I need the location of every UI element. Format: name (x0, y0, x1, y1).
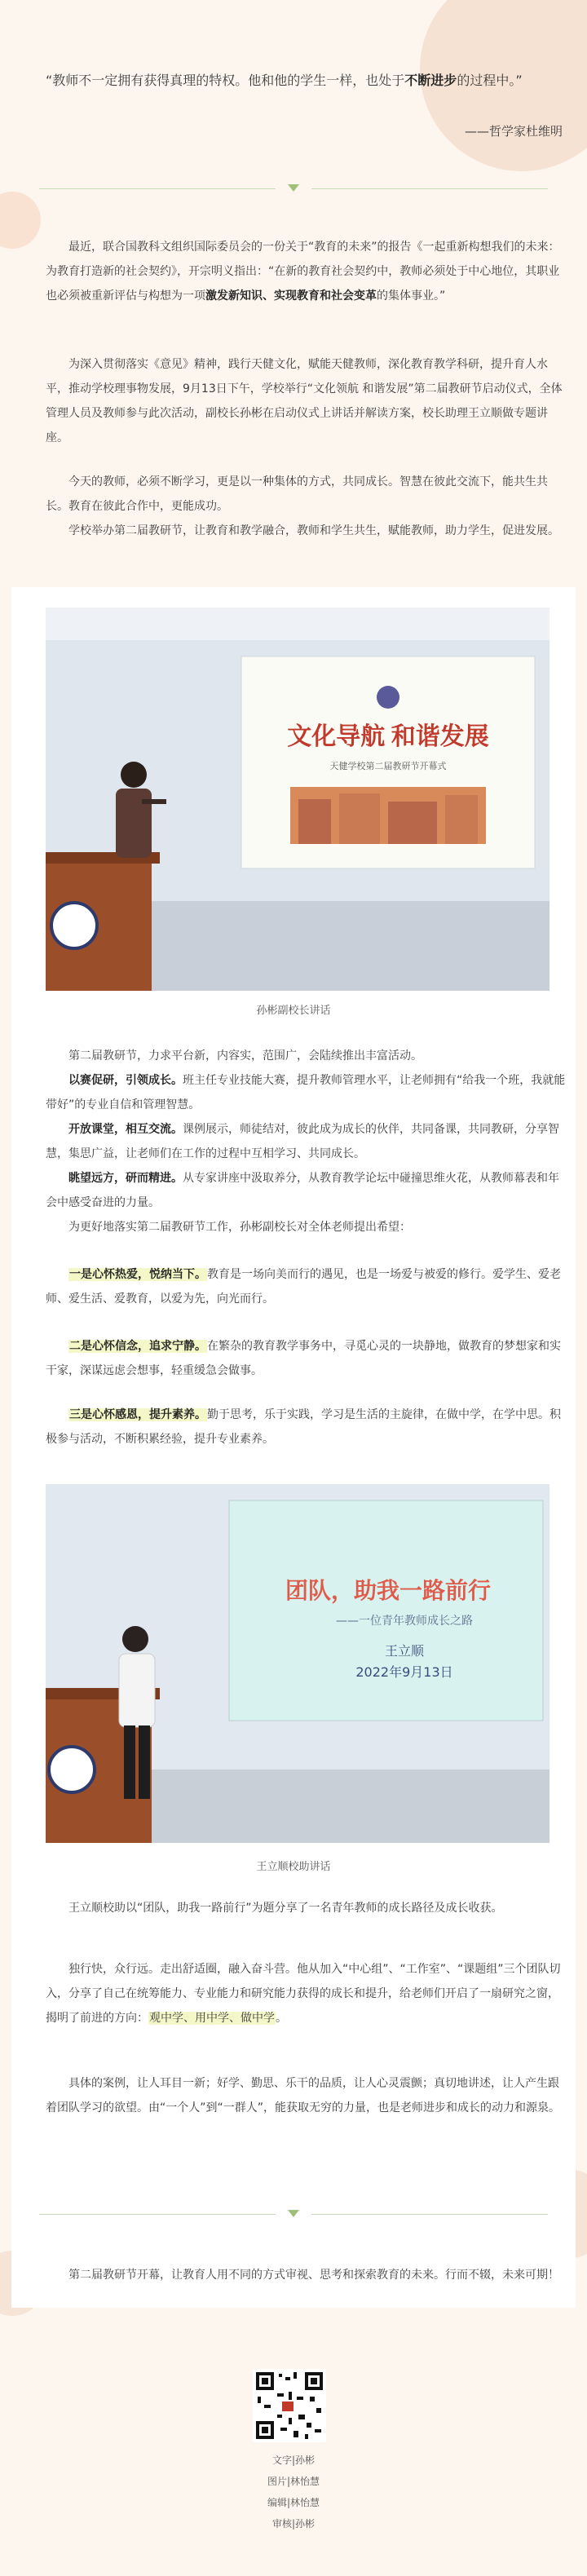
photo-caption: 王立顺校助讲话 (256, 1861, 331, 1873)
section-divider (39, 2210, 548, 2220)
credit-reviewer: 审核|孙彬 (271, 2518, 316, 2530)
speech-photo-sun (46, 608, 549, 991)
hope-paragraph: 三是心怀感恩，提升素养。勤于思考，乐于实践，学习是生活的主旋律，在做中学，在学中思。积极参与活动，不断积累经验，提升专业素养。 (46, 1408, 561, 1446)
bullet-paragraph: 开放课堂，相互交流。课例展示，师徒结对，彼此成为成长的伙伴，共同备课，共同教研，分享智慧，集思广益，让老师们在工作的过程中互相学习、共同成长。 (46, 1123, 559, 1160)
section-paragraph: 独行快，众行远。走出舒适圈，融入奋斗营。他从加入“中心组”、“工作室”、“课题组”三个团队切入，分享了自己在统筹能力、专业能力和研究能力获得的成长和提升，给老师们开启了一扇研究之窗，揭明了前进的方向：观中学、用中学、做中学。 (46, 1963, 561, 2025)
closing-paragraph: 第二届教研节开幕，让教育人用不同的方式审视、思考和探索教育的未来。行而不辍，未来可期！ (68, 2269, 559, 2282)
section-paragraph: 王立顺校助以“团队，助我一路前行”为题分享了一名青年教师的成长路径及成长收获。 (68, 1902, 503, 1915)
screen-subtitle: ——一位青年教师成长之路 (336, 1615, 473, 1628)
screen-title: 文化导航 和谐发展 (287, 723, 489, 750)
intro-paragraph: 为深入贯彻落实《意见》精神，践行天健文化，赋能天健教师，深化教育教学科研，提升育人水平，推动学校理事物发展，9月13日下午，学校举行“文化领航 和谐发展”第二届教研节启动仪式，全体管理人员及教师参与此次活动，副校长孙彬在启动仪式上讲话并解读方案，校长助理王立顺做专题讲座。 (46, 358, 563, 444)
decorative-circle (0, 192, 41, 249)
intro-paragraph: 最近，联合国教科文组织国际委员会的一份关于“教育的未来”的报告《一起重新构想我们的未来：为教育打造新的社会契约》，开宗明义指出：“在新的教育社会契约中，教师必须处于中心地位，其职业也必须被重新评估与构想为一项激发新知识、实现教育和社会变革的集体事业。” (46, 241, 560, 303)
credit-text: 文字|孙彬 (271, 2454, 316, 2466)
credit-editor: 编辑|林怡慧 (267, 2497, 320, 2508)
hope-paragraph: 一是心怀热爱，悦纳当下。教育是一场向美而行的遇见，也是一场爱与被爱的修行。爱学生、爱老师、爱生活、爱教育，以爱为先，向光而行。 (46, 1268, 561, 1306)
screen-presenter-name: 王立顺 (384, 1643, 425, 1659)
screen-title: 团队，助我一路前行 (285, 1577, 492, 1604)
quote-emphasis: 不断进步 (404, 73, 457, 88)
highlight-text: 观中学、用中学、做中学 (149, 2012, 275, 2025)
section-paragraph: 具体的案例，让人耳目一新；好学、勤思、乐干的品质，让人心灵震颤；真切地讲述，让人产生跟着团队学习的欲望。由“一个人”到“一群人”，能获取无穷的力量，也是老师进步和成长的动力和源泉。 (46, 2077, 561, 2114)
screen-subtitle: 天健学校第二届教研节开幕式 (329, 762, 447, 771)
section-paragraph: 为更好地落实第二届教研节工作，孙彬副校长对全体老师提出希望： (68, 1221, 411, 1234)
speech-photo-wang (46, 1484, 549, 1843)
section-paragraph: 第二届教研节，力求平台新，内容实，范围广，会陆续推出丰富活动。 (68, 1049, 422, 1063)
opening-quote: “教师不一定拥有获得真理的特权。他和他的学生一样，也处于不断进步的过程中。” (46, 73, 523, 88)
hope-paragraph: 二是心怀信念，追求宁静。在繁杂的教育教学事务中，寻觅心灵的一块静地，做教育的梦想家和实干家，深谋远虑会想事，轻重缓急会做事。 (46, 1340, 561, 1377)
quote-author: ——哲学家杜维明 (464, 124, 563, 139)
section-divider (39, 184, 548, 194)
credit-photos: 图片|林怡慧 (267, 2476, 320, 2487)
photo-caption: 孙彬副校长讲话 (256, 1005, 331, 1017)
bullet-paragraph: 以赛促研，引领成长。班主任专业技能大赛，提升教师管理水平，让老师拥有“给我一个班，我就能带好”的专业自信和管理智慧。 (46, 1074, 566, 1111)
intro-paragraph: 今天的教师，必须不断学习，更是以一种集体的方式，共同成长。智慧在彼此交流下，能共生共长。教育在彼此合作中，更能成功。 (46, 475, 548, 513)
bullet-paragraph: 眺望远方，研而精进。从专家讲座中汲取养分，从教育教学论坛中碰撞思维火花，从教师幕表和年会中感受奋进的力量。 (46, 1172, 559, 1209)
intro-paragraph: 学校举办第二届教研节，让教育和教学融合，教师和学生共生，赋能教师，助力学生，促进发展。 (68, 524, 559, 537)
qr-code (253, 2369, 326, 2442)
screen-date: 2022年9月13日 (355, 1664, 453, 1680)
